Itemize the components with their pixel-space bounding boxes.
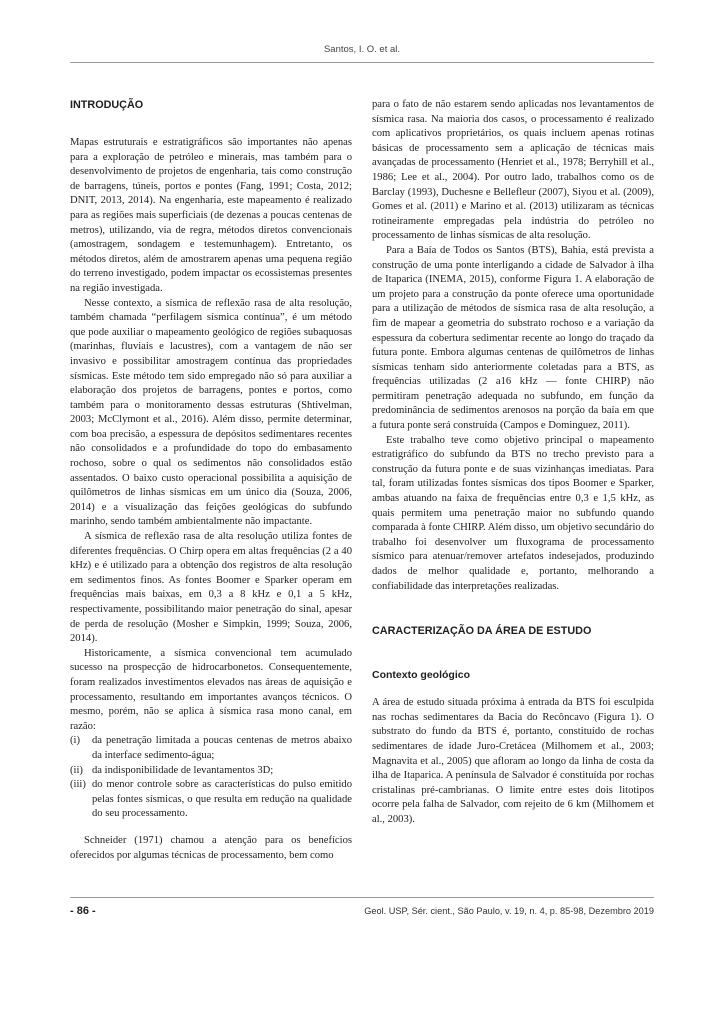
list-marker: (iii) bbox=[70, 779, 86, 791]
list-marker: (ii) bbox=[70, 764, 83, 776]
paragraph: Nesse contexto, a sísmica de reflexão rasa de alta resolução, também chamada “perfilagem sísmica contínua”, é um método que pode auxiliar o mapeamento geológico de regiões subaquosas (marinhas, fluviais e lacustres), com a vantagem de não ser invasivo e possibilitar amostragem contínua das propriedades sísmicas. Este método tem sido empregado não só para auxiliar a elaboração dos projetos de barragens, pontes e portos, como também para o monitoramento dessas estruturas (Shtivelman, 2003; McClymont et al., 2016). Além disso, permite determinar, com boa precisão, a espessura de depósitos sedimentares recentes não consolidados e a profundidade do topo do embasamento rochoso, sobre o qual os sedimentos não consolidados estão assentados. O baixo custo operacional possibilita a aquisição de quilômetros de linhas sísmicas em um único dia (Souza, 2006, 2014) e a visualização das feições geológicas do subfundo marinho, sendo também ambientalmente não impactante. bbox=[70, 297, 352, 528]
list-item-text: da penetração limitada a poucas centenas de metros abaixo da interface sedimento-água; bbox=[92, 735, 352, 761]
footer-rule bbox=[70, 897, 654, 898]
right-column bbox=[372, 98, 654, 828]
paragraph: A área de estudo situada próxima à entrada da BTS foi esculpida nas rochas sedimentares da Bacia do Recôncavo (Figura 1). O substrato do fundo da BTS é, portanto, constituído de rochas sedimentares de idade Juro-Cretácea (Milhomem et al., 2003; Magnavita et al., 2005) que afloram ao longo da linha de costa da ilha de Itaparica. A península de Salvador é constituída por rochas cristalinas pré-cambrianas. O limite entre estes dois litotipos ocorre pela falha de Salvador, com rejeito de 6 km (Milhomem et al., 2003). bbox=[372, 697, 654, 825]
paragraph: Historicamente, a sísmica convencional tem acumulado sucesso na prospecção de hidrocarbonetos. Consequentemente, foram realizados investimentos elevados nas áreas de aquisição e processamento, resultando em importantes avanços técnicos. O mesmo, porém, não se aplica à sísmica rasa mono canal, em razão: bbox=[70, 647, 352, 732]
list-marker: (i) bbox=[70, 735, 80, 747]
list-item bbox=[70, 734, 352, 763]
left-column bbox=[70, 98, 352, 863]
section-heading-caracterizacao: CARACTERIZAÇÃO DA ÁREA DE ESTUDO bbox=[372, 625, 592, 638]
running-head: Santos, I. O. et al. bbox=[323, 44, 401, 55]
list-item-text: do menor controle sobre as características do pulso emitido pelas fontes sísmicas, o que resulta em redução na qualidade do seu processamento. bbox=[92, 779, 352, 820]
reasons-list bbox=[70, 734, 352, 822]
paragraph: A sísmica de reflexão rasa de alta resolução utiliza fontes de diferentes frequências. O Chirp opera em altas frequências (2 a 40 kHz) e é utilizado para a obtenção dos registros de alta resolução em sedimentos finos. As fontes Boomer e Sparker operam em frequências mais baixas, em 0,3 a 8 kHz e 0,1 a 5 kHz, respectivamente, possibilitando maior penetração do sinal, apesar de perda de resolução (Mosher e Simpkin, 1999; Souza, 2006, 2014). bbox=[70, 531, 352, 645]
list-item-text: da indisponibilidade de levantamentos 3D; bbox=[92, 764, 274, 776]
paragraph: Para a Baía de Todos os Santos (BTS), Bahia, está prevista a construção de uma ponte interligando a cidade de Salvador à ilha de Itaparica (INEMA, 2015), conforme Figura 1. A elaboração de um projeto para a construção da ponte oferece uma oportunidade para a utilização de métodos de sísmica rasa de alta resolução, a fim de mapear a geometria do substrato rochoso e a variação da espessura da cobertura sedimentar recente ao longo do traçado da futura ponte. Embora algumas centenas de quilômetros de linhas sísmicas tenham sido anteriormente coletadas para a BTS, as frequências utilizadas (2 a16 kHz — fonte CHIRP) não permitiram penetração adequada no subfundo, em função da predominância de sedimentos arenosos na porção da baía em que a futura ponte será construída (Campos e Dominguez, 2011). bbox=[372, 244, 654, 432]
paragraph: Schneider (1971) chamou a atenção para os benefícios oferecidos por algumas técnicas de processamento, bem como bbox=[70, 834, 352, 861]
paragraph: Mapas estruturais e estratigráficos são importantes não apenas para a exploração de petróleo e minerais, mas também para o desenvolvimento de projetos de engenharia, tais como construção de barragens, túneis, portos e pontes (Fang, 1991; Costa, 2012; DNIT, 2013, 2014). Na engenharia, este mapeamento é realizado para as regiões mais superficiais (de dezenas a poucas centenas de metros), utilizando, via de regra, métodos diretos convencionais (amostragem, sondagem e testemunhagem). Entretanto, os métodos diretos, além de amostrarem apenas uma pequena região do terreno investigado, podem impactar os ecossistemas presentes na região investigada. bbox=[70, 137, 352, 294]
journal-citation: Geol. USP, Sér. cient., São Paulo, v. 19, n. 4, p. 85-98, Dezembro 2019 bbox=[364, 906, 654, 916]
header-rule bbox=[70, 62, 654, 63]
subsection-heading-contexto-geologico: Contexto geológico bbox=[372, 669, 470, 682]
paragraph: para o fato de não estarem sendo aplicadas nos levantamentos de sísmica rasa. Na maioria dos casos, o processamento é realizado com aplicativos proprietários, os quais incluem apenas rotinas básicas de processamento sem a aplicação de técnicas mais avançadas de processamento (Henriet et al., 1978; Berryhill et al., 1986; Lee et al., 2004). Por outro lado, trabalhos como os de Barclay (1993), Duchesne e Bellefleur (2007), Siyou et al. (2009), Gomes et al. (2011) e Marino et al. (2013) utilizaram as técnicas rotineiramente empregadas pela indústria do petróleo no processamento de linhas sísmicas de alta resolução. bbox=[372, 99, 654, 242]
page-number: - 86 - bbox=[70, 905, 96, 917]
list-item bbox=[70, 764, 352, 779]
section-heading-introducao: INTRODUÇÃO bbox=[70, 99, 144, 111]
list-item bbox=[70, 778, 352, 822]
paragraph: Este trabalho teve como objetivo principal o mapeamento estratigráfico do subfundo da BTS no trecho previsto para a construção da futura ponte e de suas vizinhanças imediatas. Para tal, foram utilizadas fontes sísmicas dos tipos Boomer e Sparker, ambas atuando na faixa de frequências entre 0,3 e 1,5 kHz, as quais permitem uma penetração maior no subfundo quando comparada à fonte CHIRP. Além disso, um objetivo secundário do trabalho foi desenvolver um fluxograma de processamento sísmico para atenuar/remover artefatos indesejados, produzindo dados de melhor qualidade e, portanto, melhorando a confiabilidade das interpretações realizadas. bbox=[372, 434, 654, 592]
